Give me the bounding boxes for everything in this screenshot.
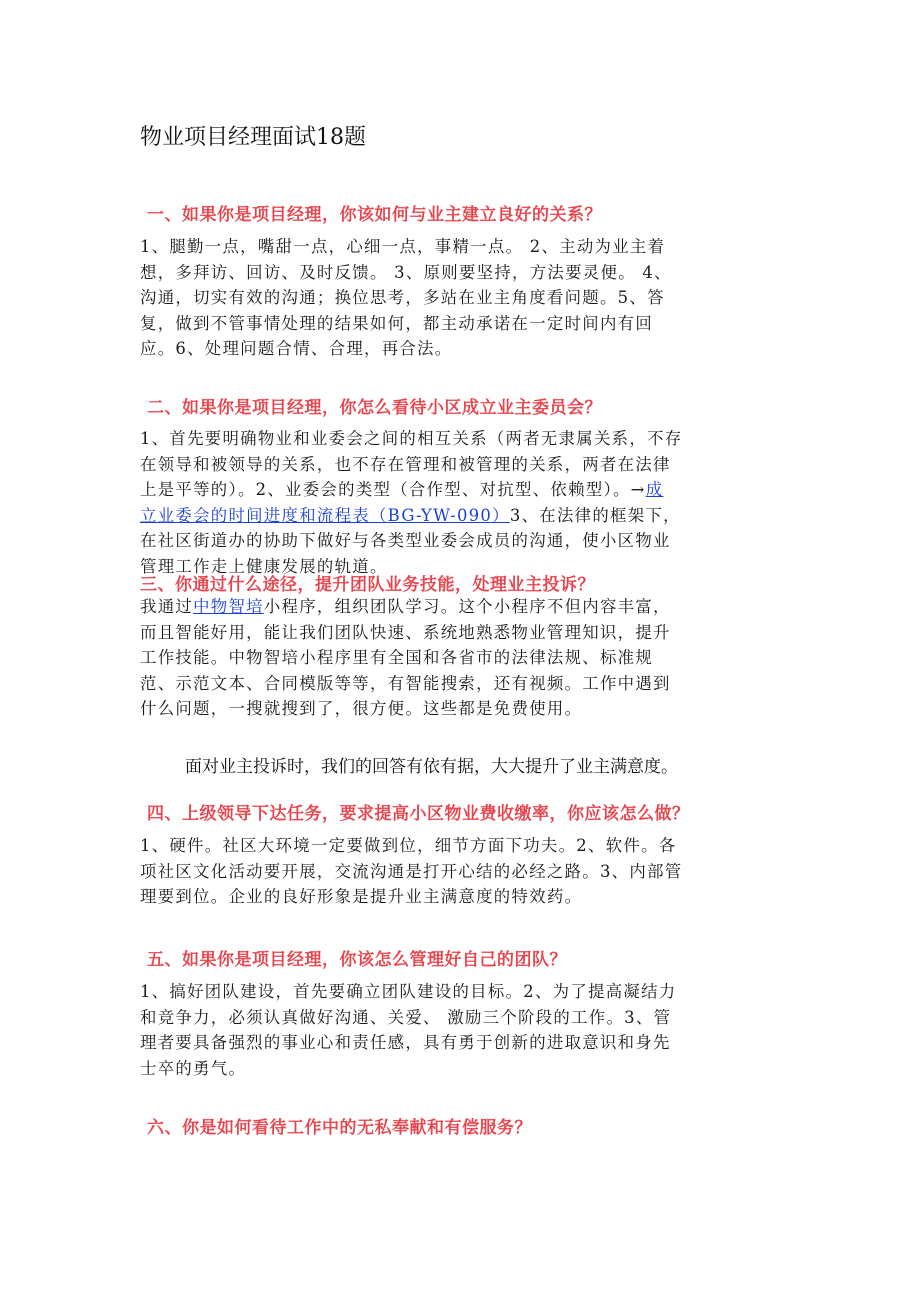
zhongwu-zhipei-link[interactable]: 中物智培 xyxy=(193,597,264,616)
answer-line: 1、硬件。社区大环境一定要做到位，细节方面下功夫。2、软件。各 xyxy=(140,836,677,855)
answer-line: 在领导和被领导的关系，也不存在管理和被管理的关系，两者在法律 xyxy=(140,454,671,474)
question-2-heading: 二、如果你是项目经理，你怎么看待小区成立业主委员会？ xyxy=(147,398,602,418)
page-title: 物业项目经理面试18题 xyxy=(140,125,366,150)
answer-line: 项社区文化活动要开展，交流沟通是打开心结的必经之路。3、内部管 xyxy=(140,861,683,881)
answer-line: 沟通，切实有效的沟通；换位思考，多站在业主角度看问题。5、答 xyxy=(140,288,665,308)
answer-line xyxy=(140,503,780,529)
answer-line: 复，做到不管事情处理的结果如何，都主动承诺在一定时间内有回 xyxy=(140,313,654,333)
answer-line: 理要到位。企业的良好形象是提升业主满意度的特效药。 xyxy=(140,887,583,907)
answer-line xyxy=(140,477,780,503)
answer-2-paragraph xyxy=(140,426,780,580)
answer-line: 想，多拜访、回访、及时反馈。 3、原则要坚持，方法要灵便。 4、 xyxy=(140,262,672,282)
question-1-heading: 一、如果你是项目经理，你该如何与业主建立良好的关系？ xyxy=(147,205,602,225)
answer-line xyxy=(140,594,780,620)
answer-line: 范、示范文本、合同模版等等，有智能搜索，还有视频。工作中遇到 xyxy=(140,673,671,693)
process-table-link[interactable]: 成 xyxy=(645,480,664,500)
answer-line: 管理工作走上健康发展的轨道。 xyxy=(140,556,388,576)
answer-line: 什么问题，一搜就搜到了，很方便。这些都是免费使用。 xyxy=(140,699,583,719)
question-5-heading: 五、如果你是项目经理，你该怎么管理好自己的团队？ xyxy=(147,950,567,970)
answer-line: 在社区街道办的协助下做好与各类型业委会成员的沟通，使小区物业 xyxy=(140,531,671,551)
satisfaction-statement: 面对业主投诉时，我们的回答有依有据，大大提升了业主满意度。 xyxy=(185,757,678,777)
answer-line: 理者要具备强烈的事业心和责任感，具有勇于创新的进取意识和身先 xyxy=(140,1033,671,1053)
answer-text: 上是平等的）。2、业委会的类型（合作型、对抗型、依赖型）。→ xyxy=(140,480,646,500)
question-6-heading: 六、你是如何看待工作中的无私奉献和有偿服务？ xyxy=(147,1118,532,1138)
question-4-heading: 四、上级领导下达任务，要求提高小区物业费收缴率，你应该怎么做？ xyxy=(147,804,690,824)
answer-line: 1、腿勤一点，嘴甜一点，心细一点，事精一点。 2、主动为业主着 xyxy=(140,237,666,256)
answer-text: 小程序，组织团队学习。这个小程序不但内容丰富， xyxy=(263,597,671,616)
answer-text: 3、在法律的框架下， xyxy=(509,505,681,525)
answer-line: 士卒的勇气。 xyxy=(140,1058,247,1078)
answer-text: 我通过 xyxy=(140,597,194,616)
answer-3-paragraph xyxy=(140,594,780,722)
answer-line: 工作技能。中物智培小程序里有全国和各省市的法律法规、标准规 xyxy=(140,648,654,668)
question-3-heading: 三、你通过什么途径，提升团队业务技能，处理业主投诉？ xyxy=(140,575,595,595)
answer-line: 而且智能好用，能让我们团队快速、系统地熟悉物业管理知识，提升 xyxy=(140,622,671,642)
process-table-link-cont[interactable]: 立业委会的时间进度和流程表（BG-YW-090） xyxy=(140,505,510,525)
answer-1-paragraph xyxy=(140,234,780,362)
answer-line: 和竞争力，必须认真做好沟通、关爱、 激励三个阶段的工作。3、管 xyxy=(140,1007,672,1027)
answer-line: 应。6、处理问题合情、合理，再合法。 xyxy=(140,339,453,359)
answer-line: 1、首先要明确物业和业委会之间的相互关系（两者无隶属关系，不存 xyxy=(140,429,683,448)
answer-line: 1、搞好团队建设，首先要确立团队建设的目标。2、为了提高凝结力 xyxy=(140,982,677,1001)
answer-5-paragraph xyxy=(140,979,780,1081)
answer-4-paragraph xyxy=(140,833,780,910)
